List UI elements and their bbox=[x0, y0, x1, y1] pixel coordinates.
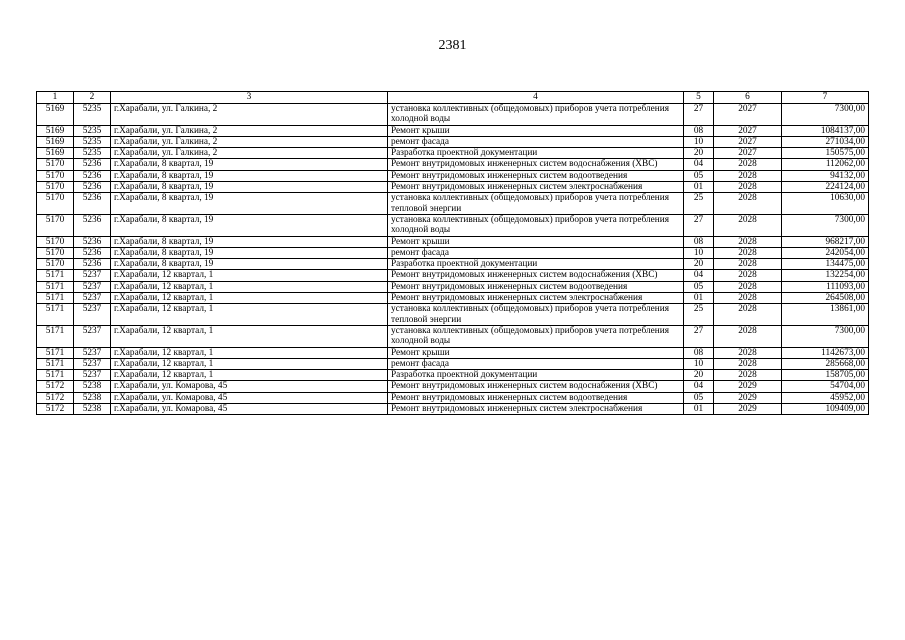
cell-address: г.Харабали, 8 квартал, 19 bbox=[111, 182, 388, 193]
cell-cost: 7300,00 bbox=[782, 214, 869, 236]
cell-house-number: 5237 bbox=[74, 347, 111, 358]
cell-house-number: 5235 bbox=[74, 125, 111, 136]
cell-house-number: 5237 bbox=[74, 370, 111, 381]
table-row bbox=[37, 247, 869, 258]
cell-year: 2028 bbox=[714, 370, 782, 381]
cell-cost: 112062,00 bbox=[782, 159, 869, 170]
cell-work-code: 08 bbox=[684, 236, 714, 247]
cell-work-type: Ремонт внутридомовых инженерных систем водоснабжения (ХВС) bbox=[388, 270, 684, 281]
cell-year: 2028 bbox=[714, 247, 782, 258]
cell-house-number: 5238 bbox=[74, 381, 111, 392]
cell-work-type: Ремонт внутридомовых инженерных систем водоснабжения (ХВС) bbox=[388, 381, 684, 392]
cell-object-number: 5170 bbox=[37, 259, 74, 270]
cell-address: г.Харабали, 12 квартал, 1 bbox=[111, 325, 388, 347]
table-row bbox=[37, 304, 869, 326]
cell-address: г.Харабали, 12 квартал, 1 bbox=[111, 293, 388, 304]
cell-cost: 264508,00 bbox=[782, 293, 869, 304]
cell-work-code: 27 bbox=[684, 104, 714, 126]
cell-cost: 7300,00 bbox=[782, 325, 869, 347]
table-row bbox=[37, 182, 869, 193]
table-row bbox=[37, 392, 869, 403]
cell-cost: 45952,00 bbox=[782, 392, 869, 403]
cell-object-number: 5170 bbox=[37, 182, 74, 193]
cell-cost: 10630,00 bbox=[782, 193, 869, 215]
table-row bbox=[37, 325, 869, 347]
cell-object-number: 5171 bbox=[37, 358, 74, 369]
cell-work-code: 08 bbox=[684, 347, 714, 358]
cell-cost: 1084137,00 bbox=[782, 125, 869, 136]
cell-work-code: 05 bbox=[684, 281, 714, 292]
cell-work-type: установка коллективных (общедомовых) приборов учета потребления тепловой энергии bbox=[388, 304, 684, 326]
cell-year: 2029 bbox=[714, 404, 782, 415]
cell-work-type: установка коллективных (общедомовых) приборов учета потребления холодной воды bbox=[388, 104, 684, 126]
cell-object-number: 5171 bbox=[37, 270, 74, 281]
cell-work-type: Ремонт внутридомовых инженерных систем водоотведения bbox=[388, 170, 684, 181]
cell-address: г.Харабали, 8 квартал, 19 bbox=[111, 236, 388, 247]
column-header: 7 bbox=[782, 92, 869, 104]
cell-object-number: 5172 bbox=[37, 392, 74, 403]
header-row bbox=[37, 92, 869, 104]
cell-object-number: 5170 bbox=[37, 236, 74, 247]
cell-house-number: 5236 bbox=[74, 214, 111, 236]
cell-cost: 242054,00 bbox=[782, 247, 869, 258]
column-header: 2 bbox=[74, 92, 111, 104]
cell-address: г.Харабали, 12 квартал, 1 bbox=[111, 281, 388, 292]
cell-address: г.Харабали, 12 квартал, 1 bbox=[111, 304, 388, 326]
cell-address: г.Харабали, 8 квартал, 19 bbox=[111, 170, 388, 181]
column-header: 5 bbox=[684, 92, 714, 104]
table-row bbox=[37, 358, 869, 369]
table-row bbox=[37, 148, 869, 159]
cell-cost: 7300,00 bbox=[782, 104, 869, 126]
cell-object-number: 5169 bbox=[37, 104, 74, 126]
cell-work-code: 04 bbox=[684, 159, 714, 170]
cell-work-code: 27 bbox=[684, 214, 714, 236]
cell-object-number: 5170 bbox=[37, 214, 74, 236]
table-row bbox=[37, 125, 869, 136]
cell-object-number: 5171 bbox=[37, 281, 74, 292]
cell-address: г.Харабали, ул. Комарова, 45 bbox=[111, 404, 388, 415]
table-row bbox=[37, 136, 869, 147]
cell-work-code: 01 bbox=[684, 404, 714, 415]
cell-object-number: 5171 bbox=[37, 293, 74, 304]
cell-house-number: 5236 bbox=[74, 193, 111, 215]
table-row bbox=[37, 236, 869, 247]
cell-house-number: 5238 bbox=[74, 404, 111, 415]
cell-object-number: 5169 bbox=[37, 125, 74, 136]
cell-year: 2028 bbox=[714, 304, 782, 326]
cell-address: г.Харабали, ул. Галкина, 2 bbox=[111, 104, 388, 126]
cell-house-number: 5237 bbox=[74, 293, 111, 304]
cell-work-type: ремонт фасада bbox=[388, 247, 684, 258]
cell-cost: 54704,00 bbox=[782, 381, 869, 392]
cell-work-type: установка коллективных (общедомовых) приборов учета потребления холодной воды bbox=[388, 325, 684, 347]
cell-work-type: ремонт фасада bbox=[388, 358, 684, 369]
cell-house-number: 5237 bbox=[74, 281, 111, 292]
table-row bbox=[37, 159, 869, 170]
table-row bbox=[37, 104, 869, 126]
cell-object-number: 5170 bbox=[37, 193, 74, 215]
cell-house-number: 5235 bbox=[74, 148, 111, 159]
table-row bbox=[37, 381, 869, 392]
cell-work-code: 04 bbox=[684, 270, 714, 281]
cell-address: г.Харабали, 8 квартал, 19 bbox=[111, 214, 388, 236]
cell-address: г.Харабали, 12 квартал, 1 bbox=[111, 270, 388, 281]
cell-year: 2027 bbox=[714, 125, 782, 136]
cell-year: 2028 bbox=[714, 214, 782, 236]
cell-work-code: 27 bbox=[684, 325, 714, 347]
cell-work-type: Разработка проектной документации bbox=[388, 259, 684, 270]
cell-year: 2028 bbox=[714, 236, 782, 247]
cell-work-type: Разработка проектной документации bbox=[388, 148, 684, 159]
cell-work-type: Ремонт внутридомовых инженерных систем электроснабжения bbox=[388, 404, 684, 415]
cell-work-type: Ремонт внутридомовых инженерных систем электроснабжения bbox=[388, 293, 684, 304]
cell-work-code: 25 bbox=[684, 193, 714, 215]
cell-address: г.Харабали, ул. Комарова, 45 bbox=[111, 392, 388, 403]
cell-cost: 285668,00 bbox=[782, 358, 869, 369]
cell-year: 2029 bbox=[714, 381, 782, 392]
cell-work-type: Ремонт крыши bbox=[388, 236, 684, 247]
cell-work-type: установка коллективных (общедомовых) приборов учета потребления тепловой энергии bbox=[388, 193, 684, 215]
cell-work-type: Ремонт крыши bbox=[388, 125, 684, 136]
cell-house-number: 5238 bbox=[74, 392, 111, 403]
cell-house-number: 5235 bbox=[74, 104, 111, 126]
cell-object-number: 5170 bbox=[37, 159, 74, 170]
cell-address: г.Харабали, ул. Галкина, 2 bbox=[111, 136, 388, 147]
cell-cost: 94132,00 bbox=[782, 170, 869, 181]
cell-cost: 134475,00 bbox=[782, 259, 869, 270]
table-row bbox=[37, 347, 869, 358]
register-table bbox=[36, 91, 869, 415]
cell-object-number: 5171 bbox=[37, 347, 74, 358]
cell-cost: 158705,00 bbox=[782, 370, 869, 381]
cell-work-code: 08 bbox=[684, 125, 714, 136]
table-row bbox=[37, 270, 869, 281]
cell-object-number: 5172 bbox=[37, 404, 74, 415]
cell-work-code: 04 bbox=[684, 381, 714, 392]
cell-house-number: 5237 bbox=[74, 358, 111, 369]
cell-work-type: Ремонт внутридомовых инженерных систем водоотведения bbox=[388, 281, 684, 292]
cell-cost: 109409,00 bbox=[782, 404, 869, 415]
cell-work-type: Ремонт крыши bbox=[388, 347, 684, 358]
cell-work-type: Разработка проектной документации bbox=[388, 370, 684, 381]
cell-house-number: 5237 bbox=[74, 325, 111, 347]
cell-work-code: 01 bbox=[684, 293, 714, 304]
cell-year: 2028 bbox=[714, 259, 782, 270]
cell-year: 2028 bbox=[714, 193, 782, 215]
cell-house-number: 5236 bbox=[74, 182, 111, 193]
cell-year: 2029 bbox=[714, 392, 782, 403]
cell-address: г.Харабали, 8 квартал, 19 bbox=[111, 159, 388, 170]
cell-work-code: 10 bbox=[684, 136, 714, 147]
cell-cost: 968217,00 bbox=[782, 236, 869, 247]
table-row bbox=[37, 370, 869, 381]
cell-work-code: 25 bbox=[684, 304, 714, 326]
cell-year: 2028 bbox=[714, 159, 782, 170]
cell-object-number: 5172 bbox=[37, 381, 74, 392]
table-body bbox=[37, 104, 869, 415]
cell-cost: 1142673,00 bbox=[782, 347, 869, 358]
cell-work-code: 01 bbox=[684, 182, 714, 193]
cell-house-number: 5236 bbox=[74, 170, 111, 181]
cell-address: г.Харабали, 12 квартал, 1 bbox=[111, 358, 388, 369]
cell-address: г.Харабали, 12 квартал, 1 bbox=[111, 370, 388, 381]
cell-house-number: 5237 bbox=[74, 304, 111, 326]
cell-work-type: Ремонт внутридомовых инженерных систем электроснабжения bbox=[388, 182, 684, 193]
cell-address: г.Харабали, 12 квартал, 1 bbox=[111, 347, 388, 358]
cell-cost: 111093,00 bbox=[782, 281, 869, 292]
cell-cost: 150575,00 bbox=[782, 148, 869, 159]
cell-work-code: 20 bbox=[684, 148, 714, 159]
cell-cost: 271034,00 bbox=[782, 136, 869, 147]
cell-year: 2028 bbox=[714, 281, 782, 292]
table-row bbox=[37, 193, 869, 215]
cell-object-number: 5171 bbox=[37, 325, 74, 347]
cell-house-number: 5236 bbox=[74, 236, 111, 247]
cell-cost: 132254,00 bbox=[782, 270, 869, 281]
column-header: 1 bbox=[37, 92, 74, 104]
cell-address: г.Харабали, ул. Галкина, 2 bbox=[111, 125, 388, 136]
cell-year: 2027 bbox=[714, 136, 782, 147]
cell-year: 2028 bbox=[714, 170, 782, 181]
cell-year: 2027 bbox=[714, 148, 782, 159]
table-row bbox=[37, 214, 869, 236]
cell-object-number: 5171 bbox=[37, 304, 74, 326]
cell-object-number: 5169 bbox=[37, 136, 74, 147]
cell-work-type: ремонт фасада bbox=[388, 136, 684, 147]
table-row bbox=[37, 293, 869, 304]
cell-year: 2028 bbox=[714, 358, 782, 369]
cell-work-code: 10 bbox=[684, 247, 714, 258]
cell-cost: 224124,00 bbox=[782, 182, 869, 193]
cell-house-number: 5236 bbox=[74, 259, 111, 270]
cell-object-number: 5170 bbox=[37, 170, 74, 181]
column-header: 3 bbox=[111, 92, 388, 104]
cell-work-type: Ремонт внутридомовых инженерных систем водоснабжения (ХВС) bbox=[388, 159, 684, 170]
cell-year: 2028 bbox=[714, 270, 782, 281]
cell-address: г.Харабали, ул. Комарова, 45 bbox=[111, 381, 388, 392]
cell-year: 2028 bbox=[714, 293, 782, 304]
cell-year: 2028 bbox=[714, 182, 782, 193]
cell-house-number: 5236 bbox=[74, 159, 111, 170]
cell-object-number: 5169 bbox=[37, 148, 74, 159]
cell-year: 2028 bbox=[714, 347, 782, 358]
cell-work-code: 20 bbox=[684, 370, 714, 381]
cell-work-type: установка коллективных (общедомовых) приборов учета потребления холодной воды bbox=[388, 214, 684, 236]
cell-object-number: 5170 bbox=[37, 247, 74, 258]
column-header: 6 bbox=[714, 92, 782, 104]
table-row bbox=[37, 170, 869, 181]
cell-work-type: Ремонт внутридомовых инженерных систем водоотведения bbox=[388, 392, 684, 403]
table-row bbox=[37, 259, 869, 270]
cell-year: 2027 bbox=[714, 104, 782, 126]
cell-address: г.Харабали, ул. Галкина, 2 bbox=[111, 148, 388, 159]
cell-cost: 13861,00 bbox=[782, 304, 869, 326]
cell-year: 2028 bbox=[714, 325, 782, 347]
table-row bbox=[37, 281, 869, 292]
cell-house-number: 5236 bbox=[74, 247, 111, 258]
page-number: 2381 bbox=[438, 38, 467, 53]
cell-object-number: 5171 bbox=[37, 370, 74, 381]
cell-work-code: 05 bbox=[684, 392, 714, 403]
cell-work-code: 05 bbox=[684, 170, 714, 181]
cell-house-number: 5235 bbox=[74, 136, 111, 147]
cell-address: г.Харабали, 8 квартал, 19 bbox=[111, 193, 388, 215]
table-row bbox=[37, 404, 869, 415]
cell-house-number: 5237 bbox=[74, 270, 111, 281]
cell-work-code: 20 bbox=[684, 259, 714, 270]
column-header: 4 bbox=[388, 92, 684, 104]
cell-work-code: 10 bbox=[684, 358, 714, 369]
cell-address: г.Харабали, 8 квартал, 19 bbox=[111, 247, 388, 258]
cell-address: г.Харабали, 8 квартал, 19 bbox=[111, 259, 388, 270]
